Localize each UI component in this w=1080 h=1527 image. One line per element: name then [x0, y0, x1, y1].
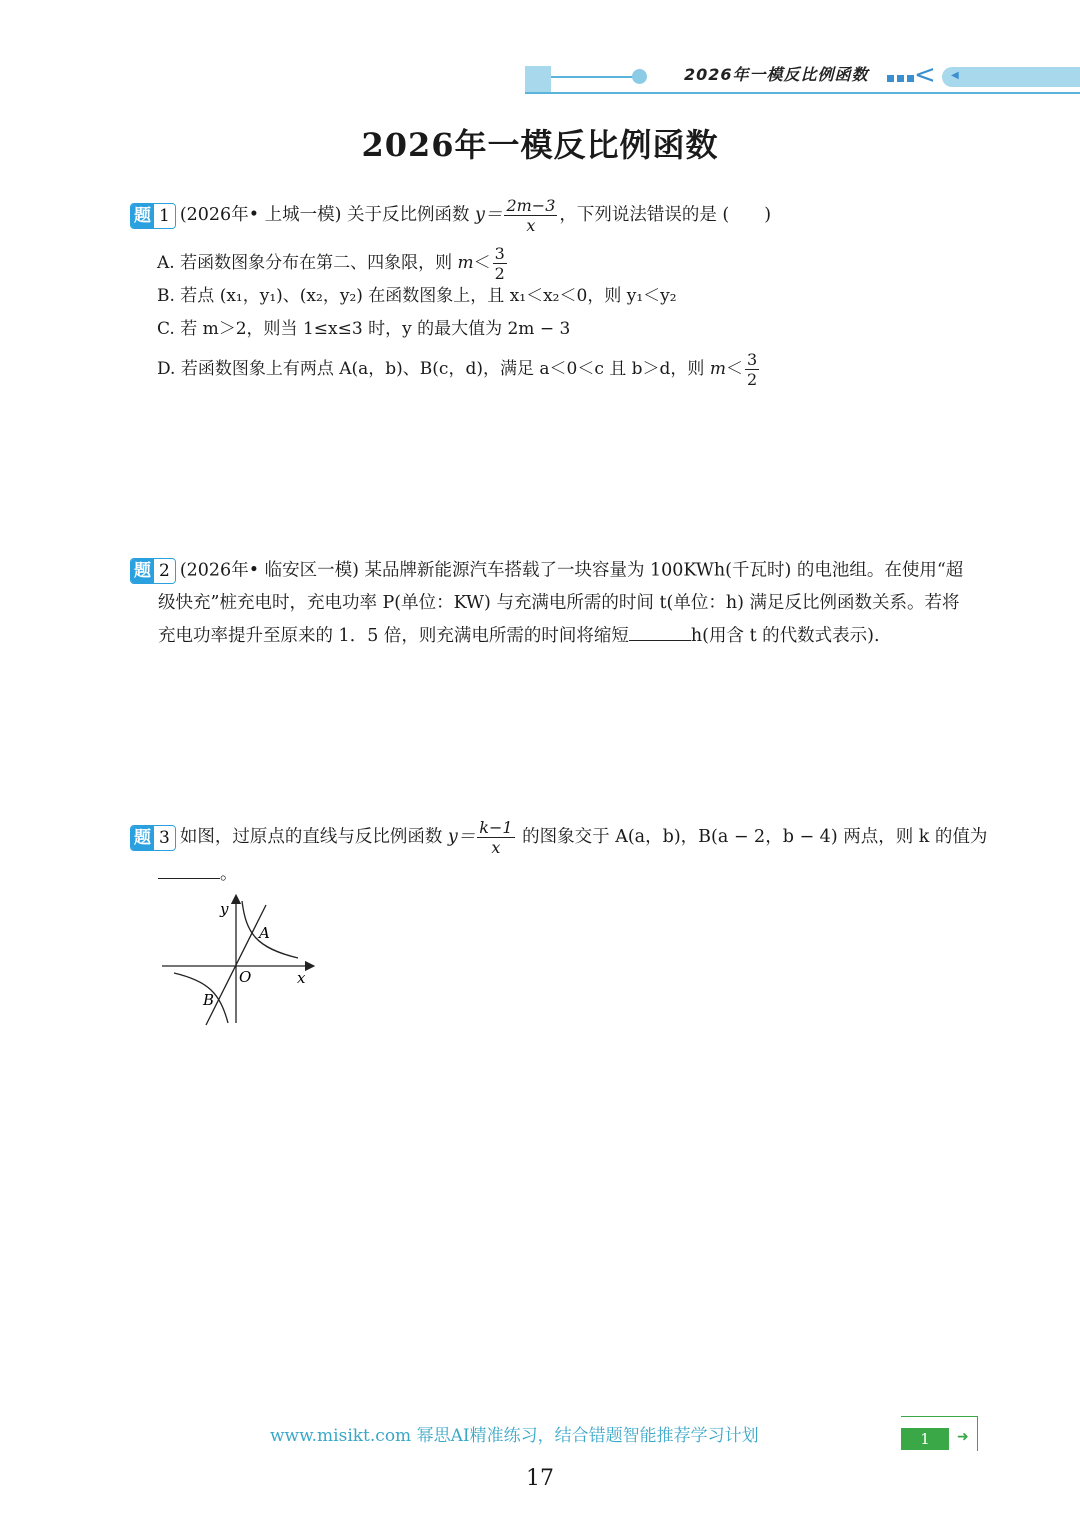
question-1-y-eq: y＝ — [475, 205, 503, 225]
footer-link-text[interactable]: www.misikt.com 幂思AI精准练习，结合错题智能推荐学习计划 — [270, 1426, 759, 1446]
chevron-left-icon: < — [914, 60, 936, 90]
question-3-badge: 题 3 — [130, 825, 176, 851]
hyperbola-branch-upper — [242, 901, 298, 958]
header-connector-line — [551, 76, 635, 78]
header-square-1 — [887, 75, 894, 82]
question-1-source: (2026年• 上城一模) 关于反比例函数 — [179, 205, 470, 225]
question-2-badge: 题 2 — [130, 558, 176, 584]
question-2-line-2: 级快充”桩充电时，充电功率 P(单位：KW) 与充满电所需的时间 t(单位：h) 满足反比例函数关系。若将 — [158, 593, 960, 613]
page-number: 17 — [526, 1466, 554, 1491]
header-square-3 — [907, 75, 914, 82]
question-1-option-c: C. 若 m＞2，则当 1≤x≤3 时，y 的最大值为 2m − 3 — [157, 319, 571, 339]
plug-icon: ➜ — [957, 1429, 969, 1445]
question-1-badge: 题 1 — [130, 203, 176, 229]
header-dot — [632, 69, 647, 84]
question-1-option-a: A. 若函数图象分布在第二、四象限，则 m＜ $\frac{3}{2}$ — [157, 244, 505, 283]
label-x: x — [297, 969, 306, 987]
header-pill — [942, 67, 1080, 87]
question-3-answer-blank[interactable] — [158, 877, 220, 879]
question-1-option-b: B. 若点 (x₁，y₁)、(x₂，y₂) 在函数图象上，且 x₁＜x₂＜0，则 y₁＜y₂ — [157, 286, 677, 306]
header-underline — [525, 92, 1080, 94]
question-1-tail: ，下列说法错误的是 ( ) — [559, 205, 772, 225]
question-3-fraction: $\frac{k-1}{x}$ — [479, 818, 513, 857]
header-running-title: 2026年一模反比例函数 — [684, 65, 869, 84]
question-1-fraction: $\frac{2m-3}{x}$ — [506, 196, 556, 235]
footer-box-number: 1 — [901, 1428, 949, 1450]
label-a: A — [259, 924, 270, 942]
header-left-block — [525, 66, 551, 92]
label-o: O — [239, 968, 252, 986]
page-title: 2026年一模反比例函数 — [361, 126, 719, 164]
question-2-line-3: 充电功率提升至原来的 1．5 倍，则充满电所需的时间将缩短 h(用含 t 的代数式表示). — [158, 626, 880, 646]
label-b: B — [203, 991, 215, 1009]
question-3-stem: 题 3 如图，过原点的直线与反比例函数 y＝ $\frac{k-1}{x}$ 的图象交于 A(a，b)，B(a − 2，b − 4) 两点，则 k 的值为 — [130, 818, 987, 857]
header-square-2 — [897, 75, 904, 82]
question-3-figure — [158, 893, 318, 1028]
question-1-option-d: D. 若函数图象上有两点 A(a，b)、B(c，d)，满足 a＜0＜c 且 b＞d，则 m＜ $\frac{3}{2}$ — [157, 350, 758, 389]
triangle-left-icon: ◀ — [951, 70, 959, 81]
question-2-line-1: 题 2 (2026年• 临安区一模) 某品牌新能源汽车搭载了一块容量为 100KWh(千瓦时) 的电池组。在使用“超 — [130, 558, 963, 584]
label-y: y — [220, 900, 229, 918]
question-3-line-2: 。 — [158, 866, 238, 884]
question-2-answer-blank[interactable] — [629, 639, 691, 641]
question-1-stem — [130, 196, 771, 235]
